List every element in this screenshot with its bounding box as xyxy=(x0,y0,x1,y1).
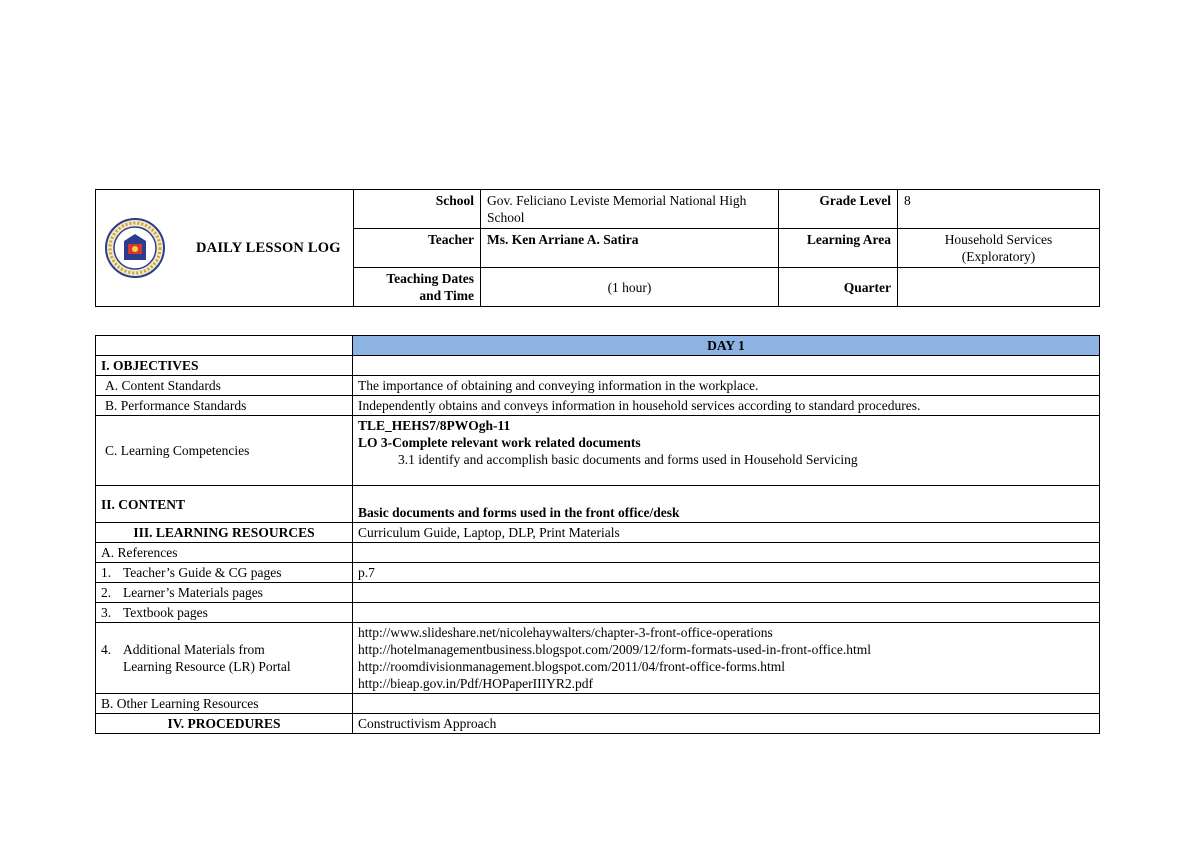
performance-standards-label: B. Performance Standards xyxy=(96,396,353,416)
procedures-value: Constructivism Approach xyxy=(353,714,1100,734)
references-value xyxy=(353,543,1100,563)
textbook-pages-text: Textbook pages xyxy=(123,605,208,620)
other-resources-label: B. Other Learning Resources xyxy=(96,694,353,714)
learning-area-label: Learning Area xyxy=(779,229,898,268)
school-value: Gov. Feliciano Leviste Memorial National High School xyxy=(481,190,779,229)
learning-competencies-value xyxy=(353,416,1100,486)
objectives-value xyxy=(353,356,1100,376)
grade-level-label: Grade Level xyxy=(779,190,898,229)
header-table xyxy=(95,189,1100,307)
grade-level-value: 8 xyxy=(898,190,1100,229)
objectives-label: I. OBJECTIVES xyxy=(96,356,353,376)
learners-materials-value xyxy=(353,583,1100,603)
quarter-label: Quarter xyxy=(779,268,898,307)
competency-lo: LO 3-Complete relevant work related documents xyxy=(358,435,641,450)
teaching-dates-label-1: Teaching Dates xyxy=(386,271,474,286)
additional-materials-text-2: Learning Resource (LR) Portal xyxy=(123,659,291,674)
teacher-label: Teacher xyxy=(354,229,481,268)
learning-resources-value: Curriculum Guide, Laptop, DLP, Print Materials xyxy=(353,523,1100,543)
procedures-label: IV. PROCEDURES xyxy=(96,714,353,734)
teachers-guide-value: p.7 xyxy=(353,563,1100,583)
content-label: II. CONTENT xyxy=(96,486,353,523)
teachers-guide-text: Teacher’s Guide & CG pages xyxy=(123,565,282,580)
resource-link[interactable]: http://www.slideshare.net/nicolehaywalters/chapter-3-front-office-operations xyxy=(358,625,773,640)
content-standards-label: A. Content Standards xyxy=(96,376,353,396)
resource-link[interactable]: http://bieap.gov.in/Pdf/HOPaperIIIYR2.pdf xyxy=(358,676,593,691)
additional-materials-number: 4. xyxy=(101,642,112,657)
teaching-dates-label xyxy=(354,268,481,307)
additional-materials-links xyxy=(353,623,1100,694)
day-header: DAY 1 xyxy=(353,336,1100,356)
quarter-value xyxy=(898,268,1100,307)
learners-materials-number: 2. xyxy=(101,585,112,600)
teachers-guide-label xyxy=(96,563,353,583)
document-title: DAILY LESSON LOG xyxy=(196,239,341,256)
teachers-guide-number: 1. xyxy=(101,565,112,580)
performance-standards-value: Independently obtains and conveys information in household services according to standard procedures. xyxy=(353,396,1100,416)
learning-competencies-label: C. Learning Competencies xyxy=(96,416,353,486)
teaching-dates-value: (1 hour) xyxy=(481,268,779,307)
additional-materials-text-1: Additional Materials from xyxy=(123,642,265,657)
learners-materials-label xyxy=(96,583,353,603)
teacher-value: Ms. Ken Arriane A. Satira xyxy=(481,229,779,268)
additional-materials-label xyxy=(96,623,353,694)
references-label: A. References xyxy=(96,543,353,563)
learners-materials-text: Learner’s Materials pages xyxy=(123,585,263,600)
competency-code: TLE_HEHS7/8PWOgh-11 xyxy=(358,418,511,433)
lesson-log-table xyxy=(95,335,1100,734)
learning-area-line-2: (Exploratory) xyxy=(961,249,1036,264)
textbook-pages-number: 3. xyxy=(101,605,112,620)
learning-area-value xyxy=(898,229,1100,268)
resource-link[interactable]: http://hotelmanagementbusiness.blogspot.com/2009/12/form-formats-used-in-front-office.html xyxy=(358,642,872,657)
content-value: Basic documents and forms used in the front office/desk xyxy=(353,486,1100,523)
logo-title-cell xyxy=(96,190,354,307)
learning-area-line-1: Household Services xyxy=(944,232,1053,247)
textbook-pages-label xyxy=(96,603,353,623)
content-standards-value: The importance of obtaining and conveying information in the workplace. xyxy=(353,376,1100,396)
school-label: School xyxy=(354,190,481,229)
resource-link[interactable]: http://roomdivisionmanagement.blogspot.com/2011/04/front-office-forms.html xyxy=(358,659,786,674)
other-resources-value xyxy=(353,694,1100,714)
textbook-pages-value xyxy=(353,603,1100,623)
learning-resources-label: III. LEARNING RESOURCES xyxy=(96,523,353,543)
competency-item: 3.1 identify and accomplish basic documents and forms used in Household Servicing xyxy=(398,452,858,467)
blank-corner-cell xyxy=(96,336,353,356)
teaching-dates-label-2: and Time xyxy=(419,288,474,303)
deped-seal-logo xyxy=(104,217,166,279)
